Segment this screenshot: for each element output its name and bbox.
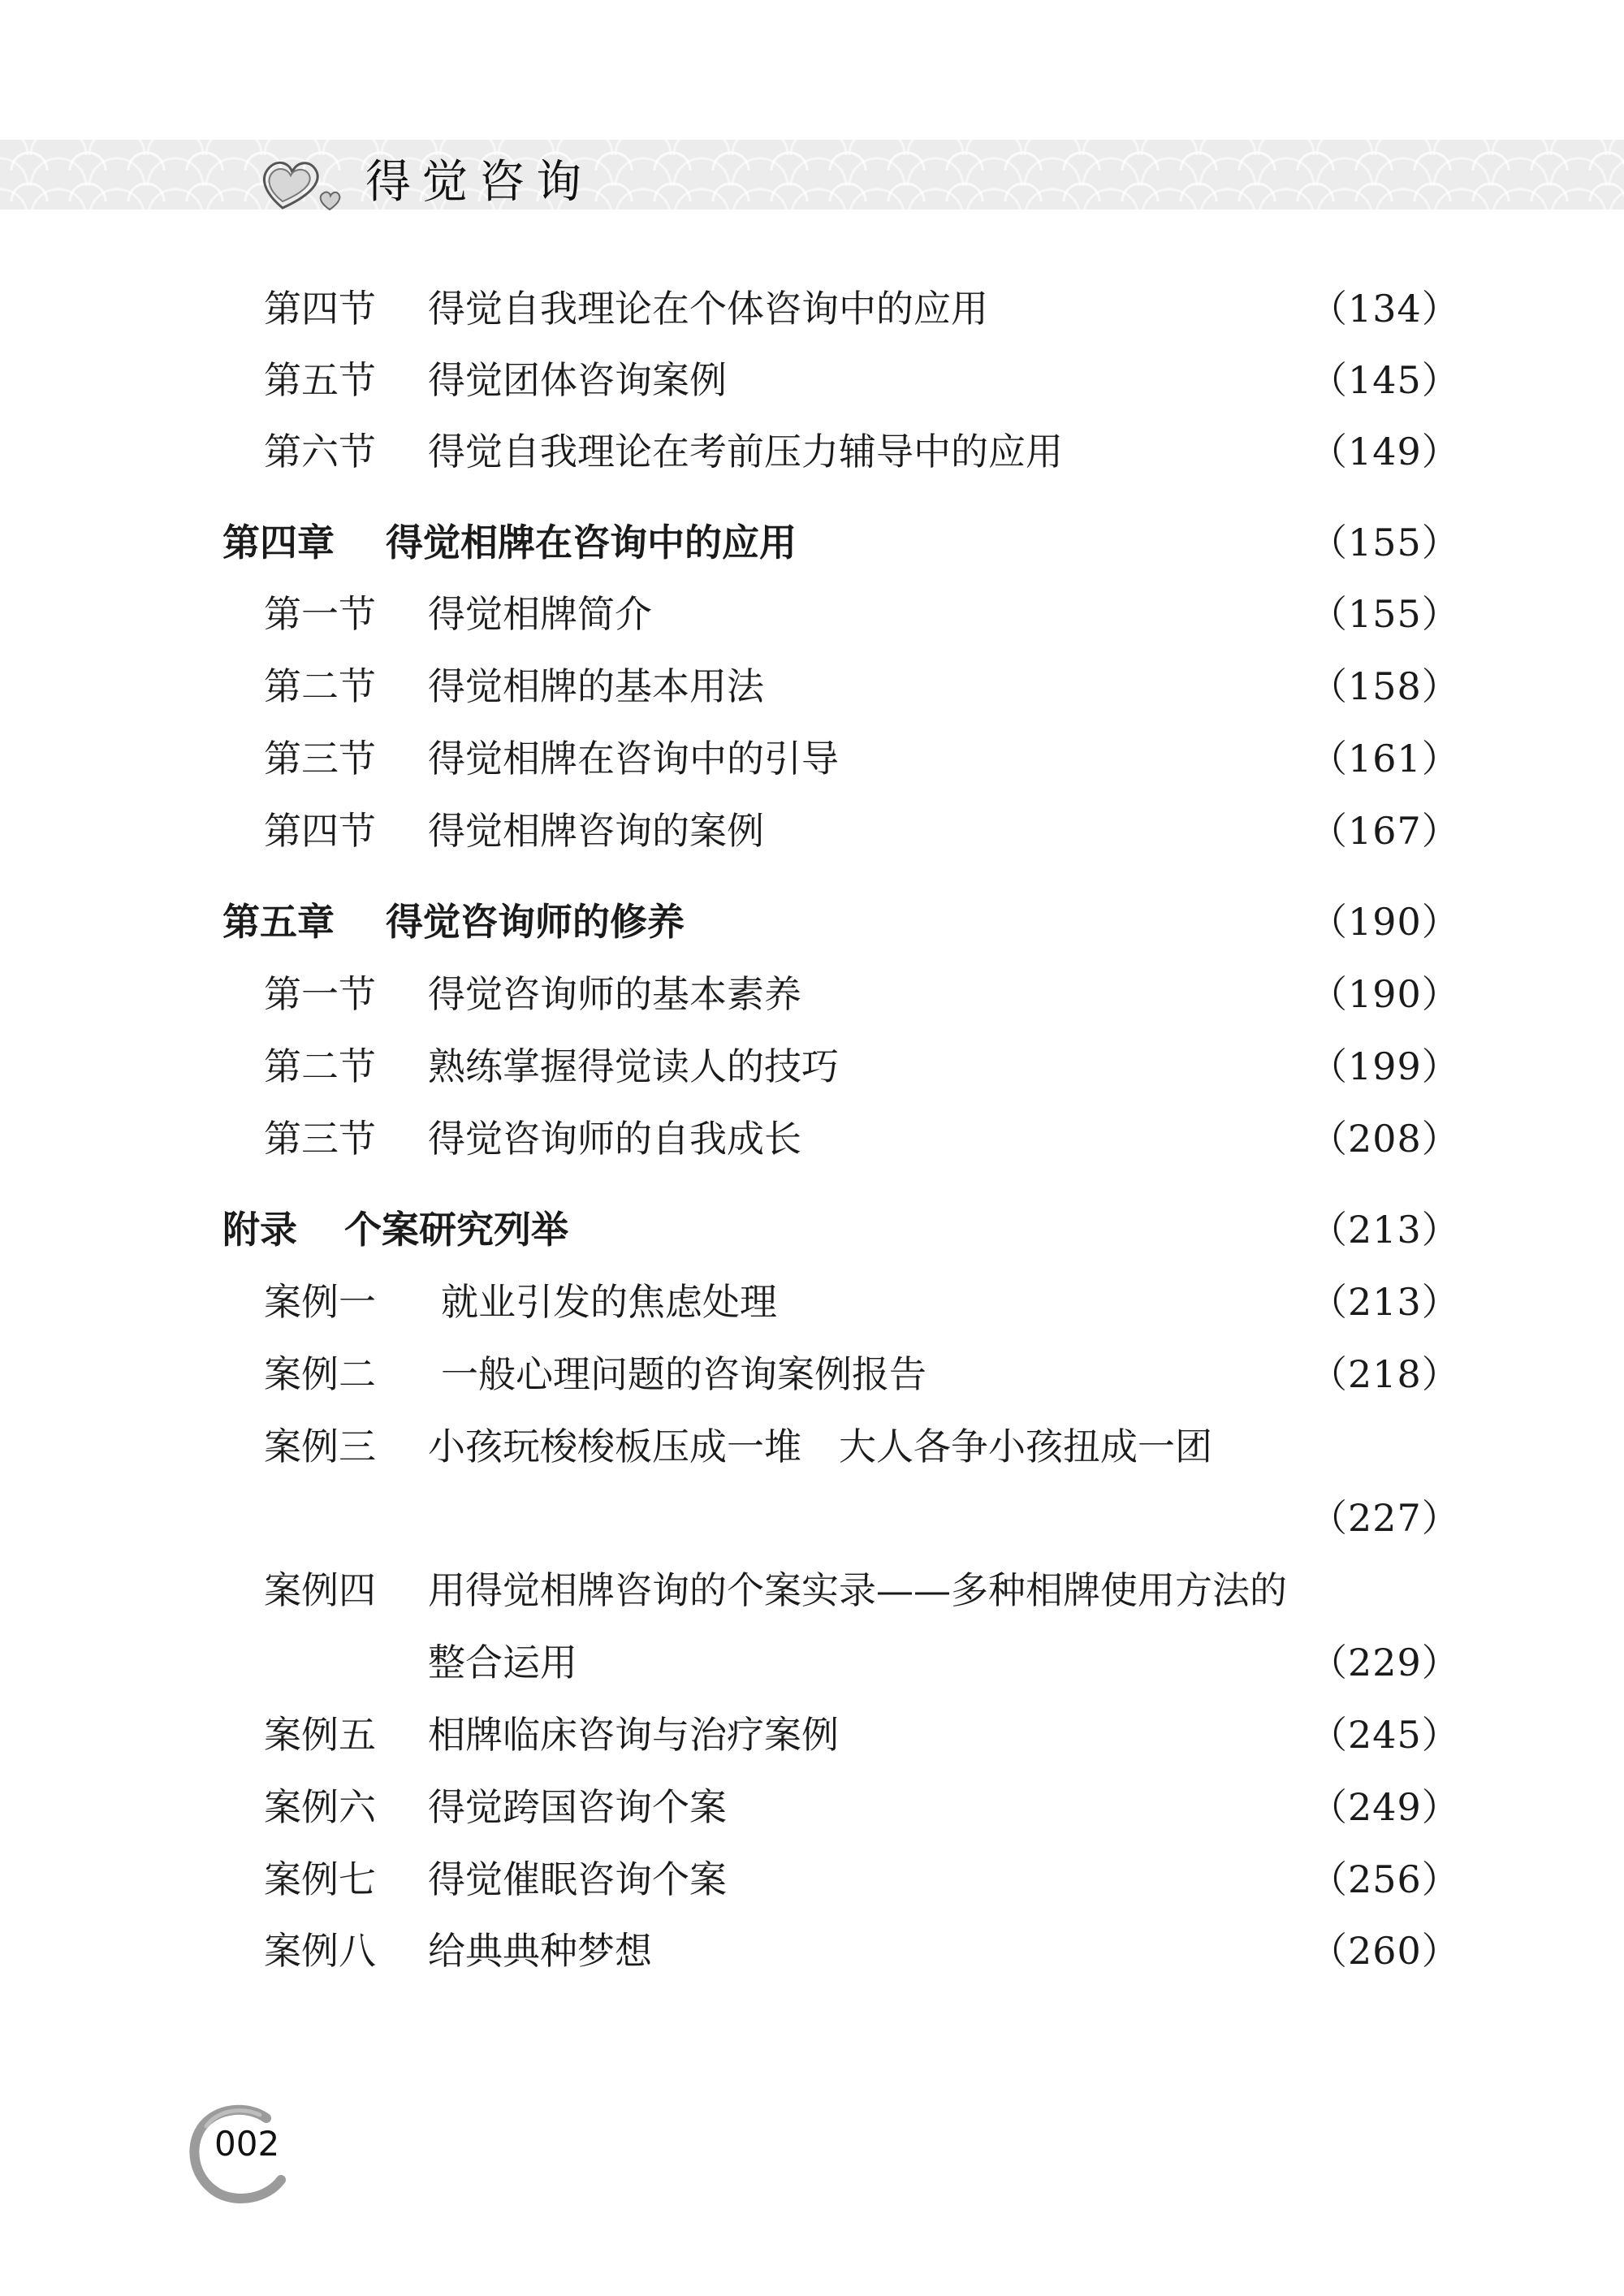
toc-entry-title: 得觉相牌咨询的案例 bbox=[428, 809, 764, 853]
toc-entry-label: 第四章 bbox=[222, 521, 335, 564]
toc-entry-title: 得觉咨询师的基本素养 bbox=[428, 972, 801, 1016]
toc-entry-title: 得觉催眠咨询个案 bbox=[428, 1857, 727, 1901]
toc-entry-title: 得觉自我理论在个体咨询中的应用 bbox=[428, 287, 988, 331]
toc-entry-page: （260） bbox=[1310, 1929, 1460, 1973]
dot-leader bbox=[766, 1851, 1289, 1908]
toc-entry-label: 第五章 bbox=[222, 900, 335, 944]
toc-entry-page: （256） bbox=[1310, 1857, 1460, 1901]
toc-entry-page: （245） bbox=[1310, 1713, 1460, 1757]
toc-entry-label: 案例二 bbox=[264, 1352, 376, 1396]
dot-leader bbox=[849, 966, 1289, 1023]
toc-entry-label: 案例三 bbox=[264, 1425, 376, 1468]
toc-entry-title: 熟练掌握得觉读人的技巧 bbox=[428, 1044, 839, 1088]
dot-leader bbox=[849, 1110, 1289, 1167]
toc-entry-title: 得觉团体咨询案例 bbox=[428, 358, 727, 402]
dot-leader bbox=[602, 1201, 1289, 1258]
toc-entry-page: （249） bbox=[1310, 1785, 1460, 1829]
toc-entry-title: 得觉自我理论在考前压力辅导中的应用 bbox=[428, 430, 1063, 473]
toc-entry-page: （155） bbox=[1310, 521, 1460, 564]
toc-entry-label: 第五节 bbox=[264, 358, 376, 402]
toc-entry-page: （161） bbox=[1310, 737, 1460, 780]
toc-entry-label: 案例七 bbox=[264, 1857, 376, 1901]
toc-entry-label: 第三节 bbox=[264, 737, 376, 780]
toc-entry-title: 得觉相牌简介 bbox=[428, 592, 652, 636]
toc-entry-label: 第二节 bbox=[264, 1044, 376, 1088]
toc-entry-label: 案例一 bbox=[264, 1280, 376, 1324]
page-number: 002 bbox=[214, 2124, 280, 2164]
toc-entry-page: （134） bbox=[1310, 287, 1460, 331]
toc-entry-page: （190） bbox=[1310, 972, 1460, 1016]
toc-entry-title: 一般心理问题的咨询案例报告 bbox=[441, 1352, 926, 1396]
dot-leader bbox=[1132, 423, 1289, 480]
toc-entry-title: 个案研究列举 bbox=[344, 1208, 568, 1252]
toc-entry-label: 案例五 bbox=[264, 1713, 376, 1757]
dot-leader bbox=[766, 1779, 1289, 1836]
toc-entry-page: （227） bbox=[1310, 1496, 1460, 1540]
toc-entry-page: （208） bbox=[1310, 1117, 1460, 1161]
toc-entry-page: （190） bbox=[1310, 900, 1460, 944]
toc-entry-label: 第六节 bbox=[264, 430, 376, 473]
toc-entry-title: 就业引发的焦虑处理 bbox=[441, 1280, 777, 1324]
toc-entry-title: 得觉咨询师的修养 bbox=[386, 900, 685, 944]
toc-entry-label: 案例六 bbox=[264, 1785, 376, 1829]
toc-entry-label: 第三节 bbox=[264, 1117, 376, 1161]
dot-leader bbox=[887, 730, 1289, 787]
dot-leader bbox=[601, 1634, 1289, 1691]
toc-entry-title: 相牌临床咨询与治疗案例 bbox=[428, 1713, 839, 1757]
dot-leader bbox=[847, 514, 1289, 571]
toc-entry-title: 给典典种梦想 bbox=[428, 1929, 652, 1973]
dot-leader bbox=[766, 352, 1289, 409]
toc-entry-title: 整合运用 bbox=[428, 1641, 577, 1684]
toc-entry-title: 用得觉相牌咨询的个案实录——多种相牌使用方法的 bbox=[428, 1568, 1287, 1612]
toc-entry-page: （149） bbox=[1310, 430, 1460, 473]
dot-leader bbox=[888, 1706, 1289, 1763]
toc-entry-label: 第一节 bbox=[264, 972, 376, 1016]
toc-entry-title: 小孩玩梭梭板压成一堆 大人各争小孩扭成一团 bbox=[428, 1425, 1212, 1468]
dot-leader bbox=[806, 802, 1289, 859]
toc-entry-label: 第二节 bbox=[264, 664, 376, 708]
toc-entry-page: （218） bbox=[1310, 1352, 1460, 1396]
dot-leader bbox=[725, 893, 1289, 950]
dot-leader bbox=[434, 1490, 1289, 1546]
toc-entry-label: 案例四 bbox=[264, 1568, 376, 1612]
dot-leader bbox=[806, 658, 1289, 715]
toc-entry-page: （213） bbox=[1310, 1280, 1460, 1324]
toc-entry-page: （155） bbox=[1310, 592, 1460, 636]
toc-entry-label: 第四节 bbox=[264, 287, 376, 331]
toc-entry-title: 得觉相牌在咨询中的引导 bbox=[428, 737, 839, 780]
toc-entry-title: 得觉跨国咨询个案 bbox=[428, 1785, 727, 1829]
dot-leader bbox=[836, 1273, 1289, 1330]
toc-entry-label: 案例八 bbox=[264, 1929, 376, 1973]
toc-entry-label: 第四节 bbox=[264, 809, 376, 853]
toc-entry-page: （199） bbox=[1310, 1044, 1460, 1088]
toc-entry-title: 得觉相牌在咨询中的应用 bbox=[386, 521, 797, 564]
toc-entry-label: 附录 bbox=[222, 1208, 297, 1252]
dot-leader bbox=[1000, 1346, 1289, 1403]
dot-leader bbox=[887, 1038, 1289, 1095]
toc-entry-page: （213） bbox=[1310, 1208, 1460, 1252]
toc-entry-page: （145） bbox=[1310, 358, 1460, 402]
running-header-title: 得觉咨询 bbox=[365, 156, 593, 209]
dot-leader bbox=[685, 1922, 1289, 1979]
toc-entry-page: （167） bbox=[1310, 809, 1460, 853]
dot-leader bbox=[682, 586, 1289, 642]
toc-entry-page: （158） bbox=[1310, 664, 1460, 708]
dot-leader bbox=[1050, 280, 1289, 337]
toc-entry-page: （229） bbox=[1310, 1641, 1460, 1684]
toc-entry-title: 得觉咨询师的自我成长 bbox=[428, 1117, 801, 1161]
toc-entry-title: 得觉相牌的基本用法 bbox=[428, 664, 764, 708]
toc-entry-label: 第一节 bbox=[264, 592, 376, 636]
